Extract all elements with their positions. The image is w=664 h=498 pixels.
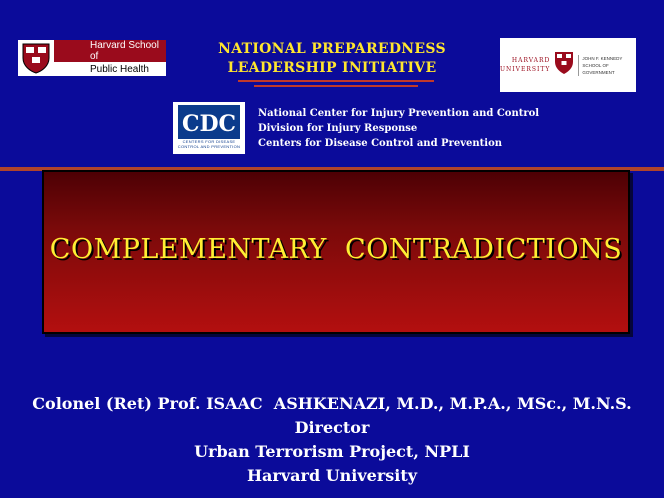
slide-title: COMPLEMENTARY CONTRADICTIONS bbox=[49, 233, 623, 265]
title-underline-top bbox=[238, 80, 434, 82]
author-institution: Harvard University bbox=[246, 466, 418, 485]
cdc-sub-line2: CONTROL AND PREVENTION bbox=[177, 144, 241, 149]
author-block bbox=[0, 392, 664, 488]
cdc-logo-subtitle bbox=[178, 139, 240, 149]
hks-word-top: HARVARD bbox=[511, 57, 551, 64]
cdc-affiliation-line3: Centers for Disease Control and Prevention bbox=[258, 138, 503, 149]
harvard-kennedy-school-logo bbox=[500, 38, 636, 92]
harvard-university-wordmark bbox=[500, 56, 550, 74]
cdc-affiliation-line1: National Center for Injury Prevention and Control bbox=[258, 108, 540, 119]
title-underline-bottom bbox=[254, 85, 418, 87]
hsph-name-line2: Public Health bbox=[54, 62, 166, 76]
author-project: Urban Terrorism Project, NPLI bbox=[194, 442, 470, 461]
harvard-shield-icon bbox=[554, 51, 574, 79]
cdc-logo bbox=[173, 102, 245, 154]
harvard-shield-icon bbox=[18, 40, 54, 76]
npli-title-line1: NATIONAL PREPAREDNESS bbox=[218, 41, 446, 57]
title-panel bbox=[42, 170, 630, 334]
hks-word-bottom: UNIVERSITY bbox=[500, 66, 551, 73]
author-role: Director bbox=[294, 418, 370, 437]
cdc-affiliation bbox=[258, 106, 539, 151]
hsph-name-line1: Harvard School of bbox=[54, 40, 166, 62]
cdc-mark-icon bbox=[178, 105, 240, 139]
npli-title bbox=[200, 40, 464, 78]
npli-title-line2: LEADERSHIP INITIATIVE bbox=[227, 60, 437, 76]
author-name: Colonel (Ret) Prof. ISAAC ASHKENAZI, M.D., M.P.A., MSc., M.N.S. bbox=[32, 394, 632, 413]
hks-school-line1: JOHN F. KENNEDY bbox=[582, 55, 623, 61]
cdc-sub-line1: CENTERS FOR DISEASE bbox=[182, 139, 236, 144]
hsph-name bbox=[54, 40, 166, 76]
harvard-public-health-logo bbox=[18, 40, 166, 76]
kennedy-school-name bbox=[578, 55, 636, 76]
cdc-mark-text: CDC bbox=[181, 111, 237, 137]
hks-school-line2: SCHOOL OF GOVERNMENT bbox=[582, 62, 615, 75]
cdc-affiliation-line2: Division for Injury Response bbox=[258, 123, 418, 134]
